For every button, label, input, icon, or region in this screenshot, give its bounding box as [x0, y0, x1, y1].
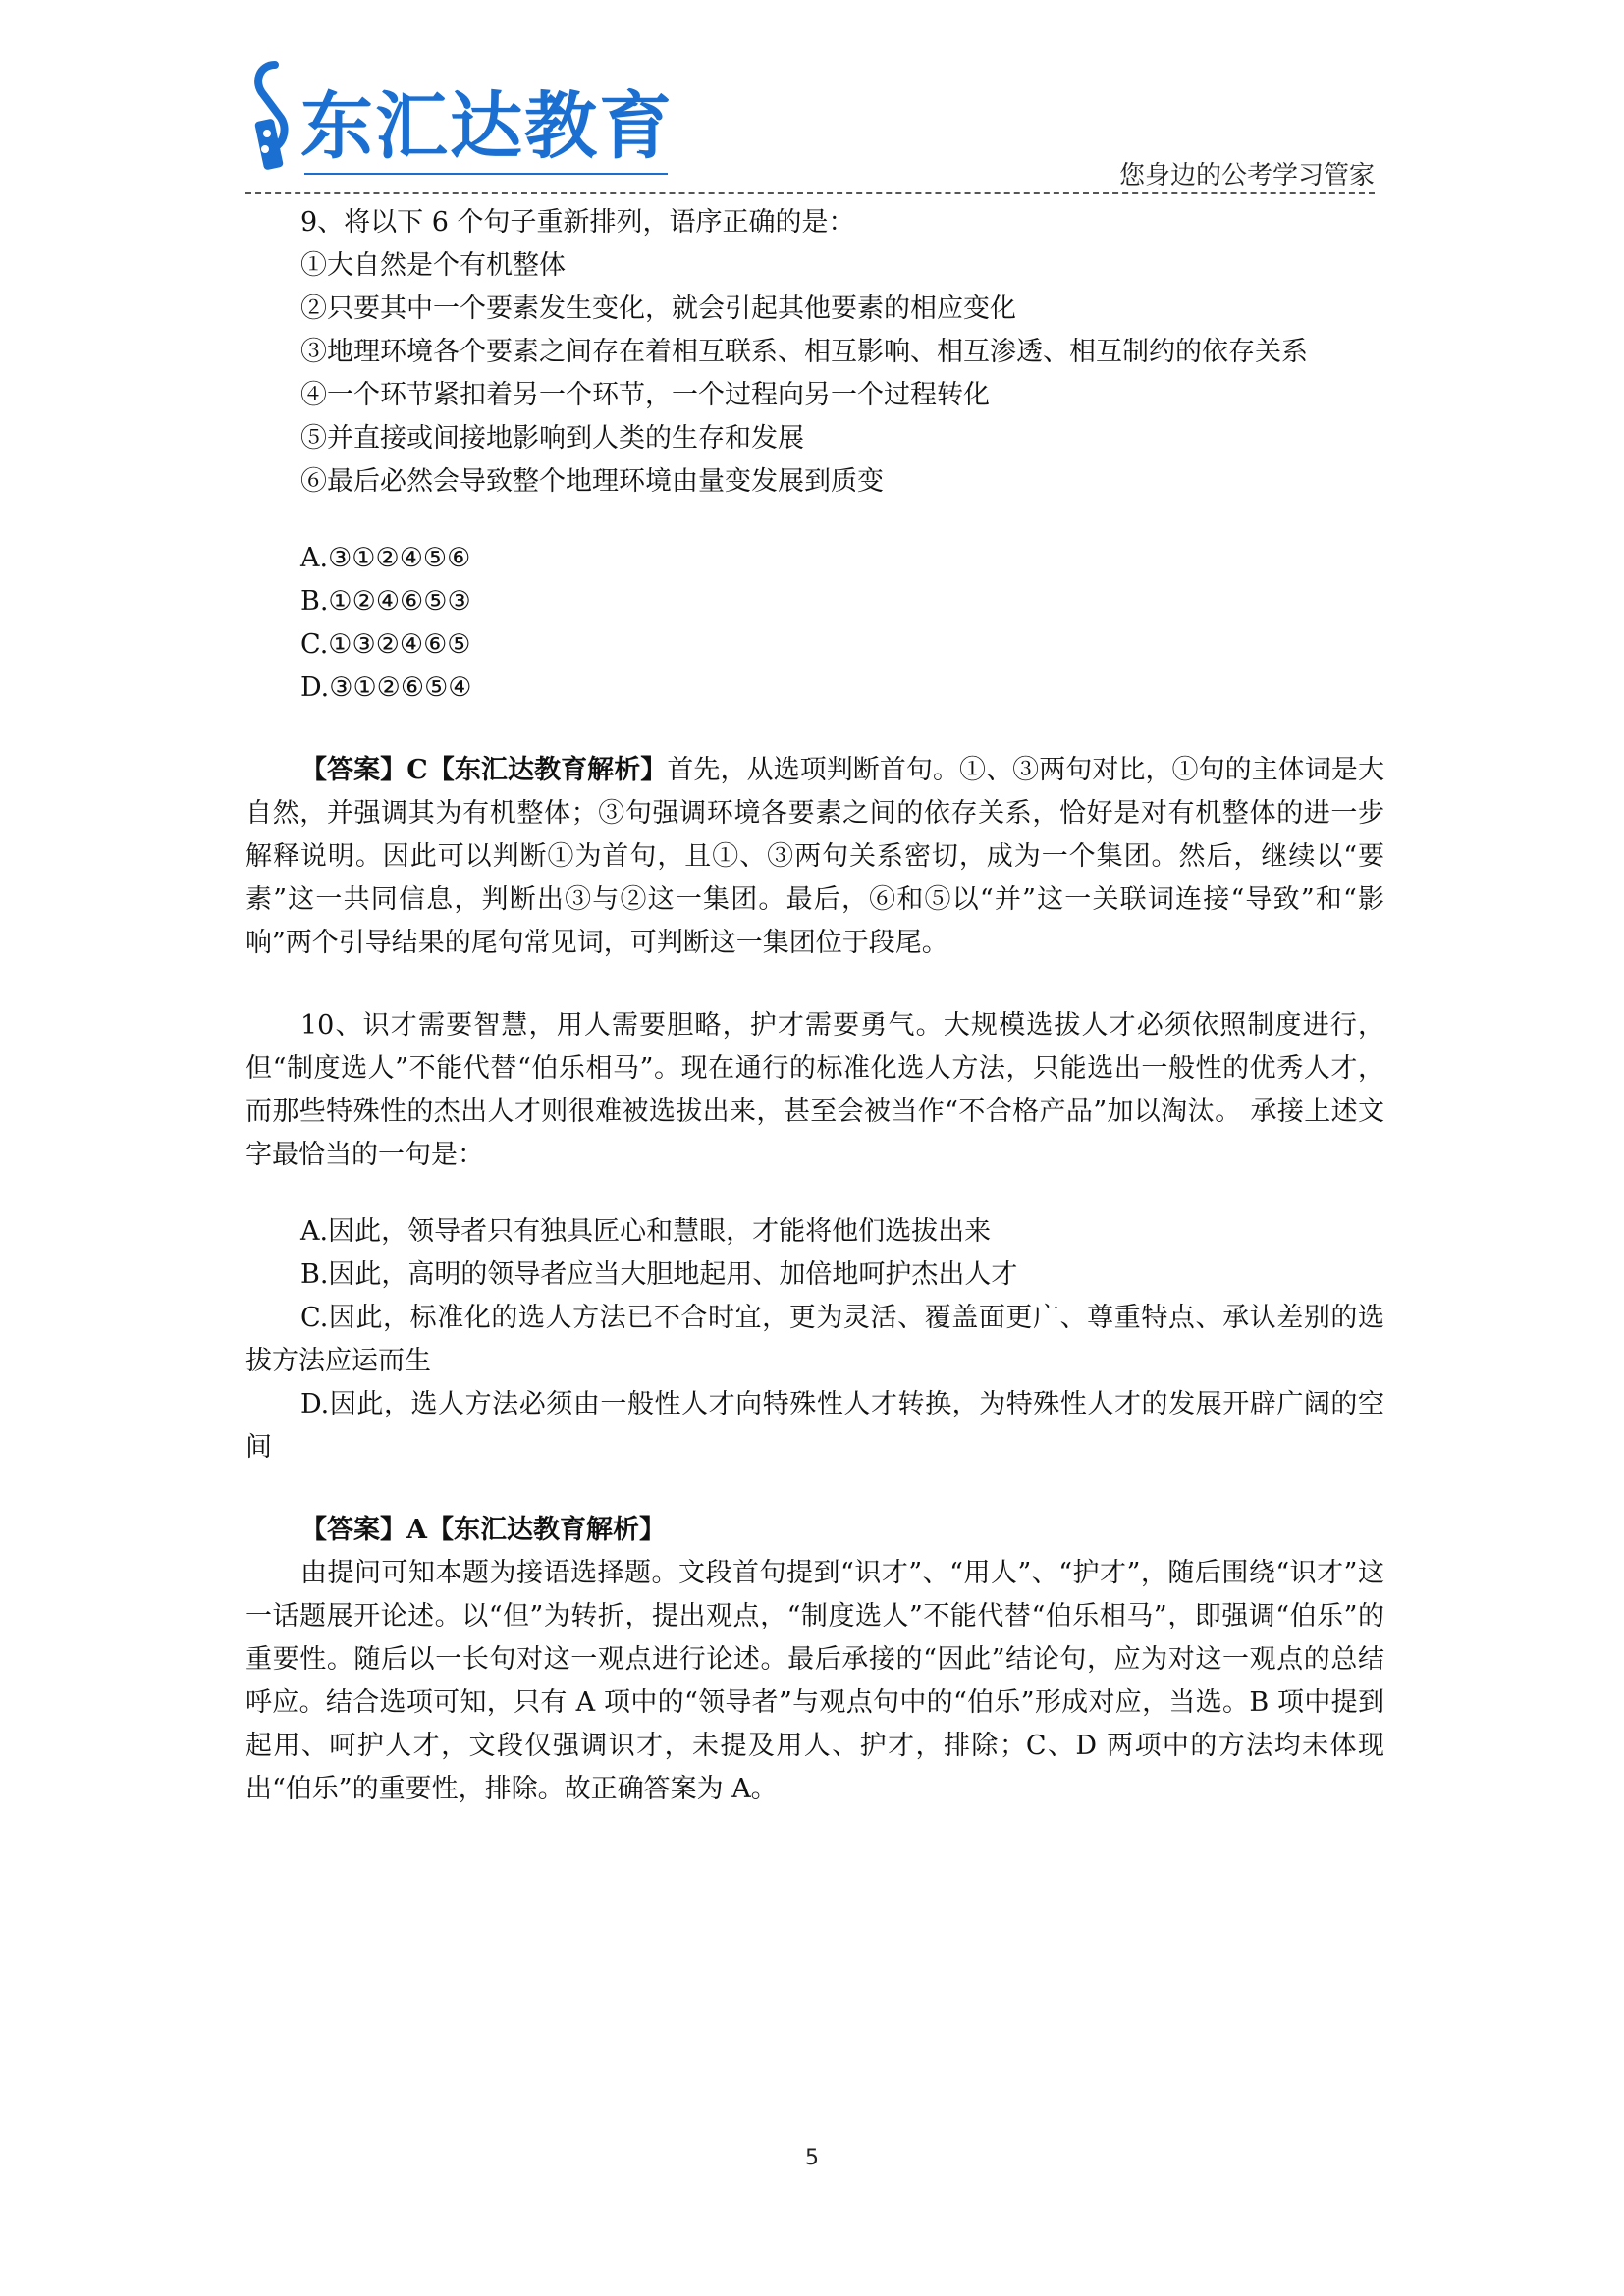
q10-option-b: B.因此，高明的领导者应当大胆地起用、加倍地呵护杰出人才 — [300, 1259, 1018, 1290]
page-header — [245, 51, 1375, 198]
q9-option-c: C.①③②④⑥⑤ — [300, 629, 471, 660]
header-divider — [245, 192, 1375, 194]
logo-underline — [304, 173, 668, 175]
q10-stem: 10、识才需要智慧，用人需要胆略，护才需要勇气。大规模选拔人才必须依照制度进行，但“制度选人”不能代替“伯乐相马”。现在通行的标准化选人方法，只能选出一般性的优秀人才，而那些特殊性的杰出人才则很难被选拔出来，甚至会被当作“不合格产品”加以淘汰。 承接上述文字最恰当的一句是： — [245, 1010, 1384, 1170]
logo-pen-icon — [245, 61, 304, 179]
q9-sentence-2: ②只要其中一个要素发生变化，就会引起其他要素的相应变化 — [300, 294, 1016, 324]
q9-sentence-4: ④一个环节紧扣着另一个环节，一个过程向另一个过程转化 — [300, 380, 990, 410]
header-slogan: 您身边的公考学习管家 — [1118, 161, 1375, 190]
q10-analysis: 由提问可知本题为接语选择题。文段首句提到“识才”、“用人”、“护才”，随后围绕“识才”这一话题展开论述。以“但”为转折，提出观点，“制度选人”不能代替“伯乐相马”，即强调“伯乐”的重要性。随后以一长句对这一观点进行论述。最后承接的“因此”结论句，应为对这一观点的总结呼应。结合选项可知，只有 A 项中的“领导者”与观点句中的“伯乐”形成对应，当选。B 项中提到起用、呵护人才，文段仅强调识才，未提及用人、护才，排除；C、D 两项中的方法均未体现出“伯乐”的重要性，排除。故正确答案为 A。 — [245, 1558, 1384, 1804]
q10-option-d: D.因此，选人方法必须由一般性人才向特殊性人才转换，为特殊性人才的发展开辟广阔的空间 — [245, 1389, 1384, 1463]
q9-option-a: A.③①②④⑤⑥ — [300, 543, 471, 573]
q9-analysis — [245, 749, 1384, 965]
logo-text: 东汇达教育 — [300, 84, 674, 169]
q9-sentence-6: ⑥最后必然会导致整个地理环境由量变发展到质变 — [300, 466, 884, 497]
q9-sentence-5: ⑤并直接或间接地影响到人类的生存和发展 — [300, 423, 804, 454]
q9-sentence-3: ③地理环境各个要素之间存在着相互联系、相互影响、相互渗透、相互制约的依存关系 — [300, 337, 1308, 367]
q9-stem: 9、将以下 6 个句子重新排列，语序正确的是： — [300, 207, 855, 238]
q9-option-b: B.①②④⑥⑤③ — [300, 586, 471, 616]
page-content — [245, 201, 1384, 1811]
page-number: 5 — [805, 2146, 819, 2170]
q9-answer-label: 【答案】C【东汇达教育解析】 — [300, 755, 668, 785]
q10-option-a: A.因此，领导者只有独具匠心和慧眼，才能将他们选拔出来 — [300, 1216, 992, 1247]
q10-option-c: C.因此，标准化的选人方法已不合时宜，更为灵活、覆盖面更广、尊重特点、承认差别的选拔方法应运而生 — [245, 1303, 1384, 1376]
q9-option-d: D.③①②⑥⑤④ — [300, 672, 472, 703]
q9-analysis-text: 首先，从选项判断首句。①、③两句对比，①句的主体词是大自然，并强调其为有机整体；③句强调环境各要素之间的依存关系，恰好是对有机整体的进一步解释说明。因此可以判断①为首句，且①、③两句关系密切，成为一个集团。然后，继续以“要素”这一共同信息，判断出③与②这一集团。最后，⑥和⑤以“并”这一关联词连接“导致”和“影响”两个引导结果的尾句常见词，可判断这一集团位于段尾。 — [245, 755, 1384, 958]
q9-sentence-1: ①大自然是个有机整体 — [300, 250, 566, 281]
q10-answer-label: 【答案】A【东汇达教育解析】 — [300, 1515, 666, 1545]
